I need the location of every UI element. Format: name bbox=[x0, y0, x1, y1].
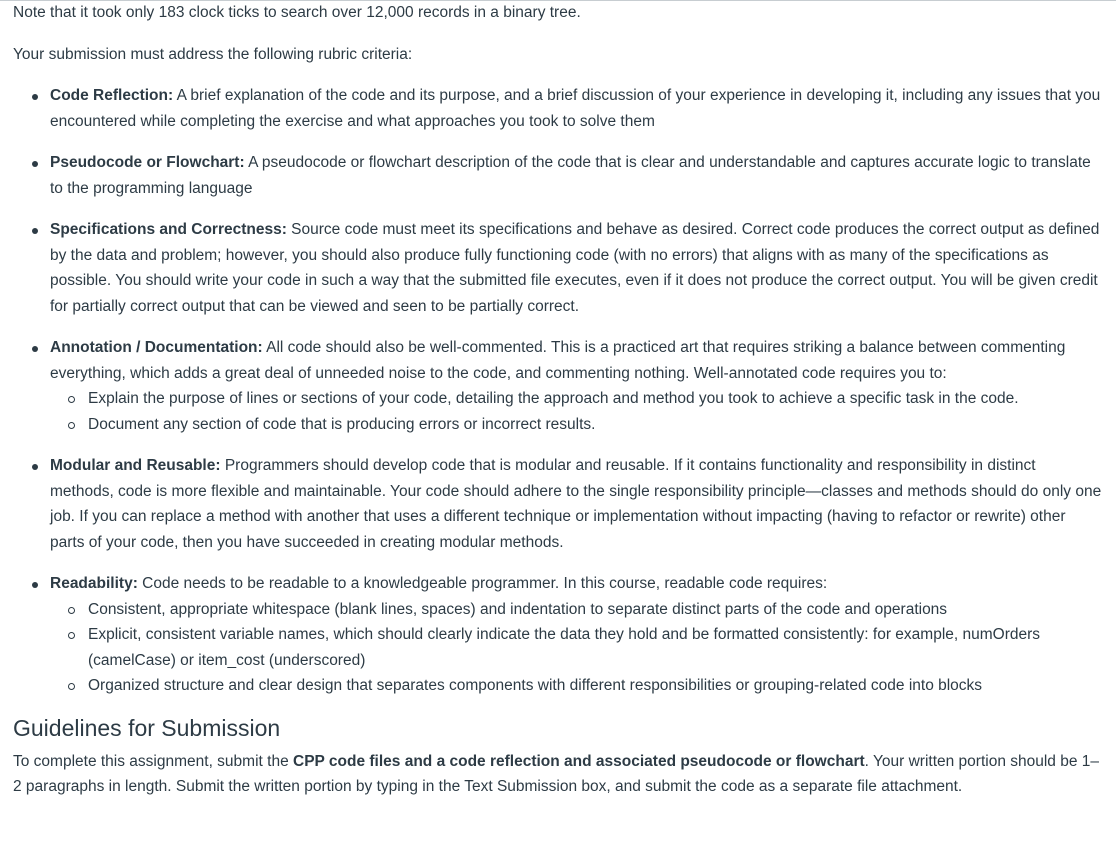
assignment-content bbox=[13, 0, 1103, 800]
guidelines-paragraph bbox=[13, 749, 1103, 800]
rubric-item-text: A pseudocode or flowchart description of the code that is clear and understandable and captures accurate logic to translate to the programming language bbox=[50, 154, 1091, 197]
rubric-item-modular bbox=[13, 453, 1103, 555]
sub-list-item bbox=[50, 597, 1103, 623]
bullet-icon bbox=[32, 582, 38, 588]
guidelines-text-before: To complete this assignment, submit the bbox=[13, 752, 293, 770]
rubric-item-title: Readability: bbox=[50, 575, 138, 592]
rubric-item-title: Specifications and Correctness: bbox=[50, 221, 287, 238]
rubric-item-text: Code needs to be readable to a knowledgeable programmer. In this course, readable code requires: bbox=[137, 575, 828, 592]
note-paragraph: Note that it took only 183 clock ticks to search over 12,000 records in a binary tree. bbox=[13, 4, 581, 21]
sub-list-item bbox=[50, 673, 1103, 699]
rubric-item-specifications bbox=[13, 217, 1103, 319]
sub-list-item-text: Document any section of code that is producing errors or incorrect results. bbox=[88, 415, 596, 433]
rubric-item-title: Code Reflection: bbox=[50, 87, 174, 104]
bullet-icon bbox=[32, 464, 38, 470]
rubric-item-readability bbox=[13, 571, 1103, 699]
rubric-item-title: Modular and Reusable: bbox=[50, 457, 221, 474]
rubric-item-text: Source code must meet its specifications and behave as desired. Correct code produces the correct output as defined by the data and problem; however, you should also produce fully functioning code (with no errors) that aligns with as many of the specifications as possible. You should write your code in such a way that the submitted file executes, even if it does not produce the correct output. You will be given credit for partially correct output that can be viewed and seen to be partially correct. bbox=[50, 221, 1100, 315]
rubric-item-text: Programmers should develop code that is modular and reusable. If it contains functionality and responsibility in distinct methods, code is more flexible and maintainable. Your code should adhere to the single responsibility principle—classes and methods should do only one job. If you can replace a method with another that uses a different technique or implementation without impacting (having to refactor or rewrite) other parts of your code, then you have succeeded in creating modular methods. bbox=[50, 457, 1102, 551]
sub-list-item bbox=[50, 386, 1103, 412]
sub-list-item-text: Explicit, consistent variable names, which should clearly indicate the data they hold and be formatted consistently: for example, numOrders (camelCase) or item_cost (underscored) bbox=[88, 626, 1041, 669]
rubric-item-text: All code should also be well-commented. This is a practiced art that requires striking a balance between commenting everything, which adds a great deal of unneeded noise to the code, and commenting nothing. Well-annotated code requires you to: bbox=[50, 339, 1066, 382]
bullet-icon bbox=[32, 94, 38, 100]
circle-bullet-icon bbox=[68, 607, 75, 614]
rubric-intro: Your submission must address the following rubric criteria: bbox=[13, 45, 413, 63]
bullet-icon bbox=[32, 161, 38, 167]
sub-list-item bbox=[50, 622, 1103, 673]
guidelines-heading: Guidelines for Submission bbox=[13, 714, 281, 741]
guidelines-bold-text: CPP code files and a code reflection and associated pseudocode or flowchart bbox=[293, 752, 865, 770]
circle-bullet-icon bbox=[68, 683, 75, 690]
circle-bullet-icon bbox=[68, 422, 75, 429]
circle-bullet-icon bbox=[68, 632, 75, 639]
rubric-item-annotation bbox=[13, 335, 1103, 437]
rubric-item-pseudocode bbox=[13, 150, 1103, 201]
bullet-icon bbox=[32, 346, 38, 352]
sub-list-item-text: Explain the purpose of lines or sections of your code, detailing the approach and method you took to achieve a specific task in the code. bbox=[88, 390, 1019, 407]
sub-list-item-text: Consistent, appropriate whitespace (blank lines, spaces) and indentation to separate distinct parts of the code and operations bbox=[88, 600, 948, 618]
rubric-item-title: Pseudocode or Flowchart: bbox=[50, 154, 245, 171]
circle-bullet-icon bbox=[68, 396, 75, 403]
bullet-icon bbox=[32, 228, 38, 234]
sub-list-item bbox=[50, 412, 1103, 438]
rubric-item-text: A brief explanation of the code and its purpose, and a brief discussion of your experience in developing it, including any issues that you encountered while completing the exercise and what approaches you took to solve them bbox=[50, 87, 1101, 130]
rubric-list bbox=[13, 83, 1103, 699]
sub-list-item-text: Organized structure and clear design that separates components with different responsibilities or grouping-related code into blocks bbox=[88, 677, 983, 694]
sub-list bbox=[50, 597, 1103, 699]
rubric-item-code-reflection bbox=[13, 83, 1103, 134]
rubric-item-title: Annotation / Documentation: bbox=[50, 339, 263, 356]
guidelines-text-after: . Your written portion should be 1–2 paragraphs in length. Submit the written portion by typing in the Text Submission box, and submit the code as a separate file attachment. bbox=[13, 752, 1100, 795]
sub-list bbox=[50, 386, 1103, 437]
